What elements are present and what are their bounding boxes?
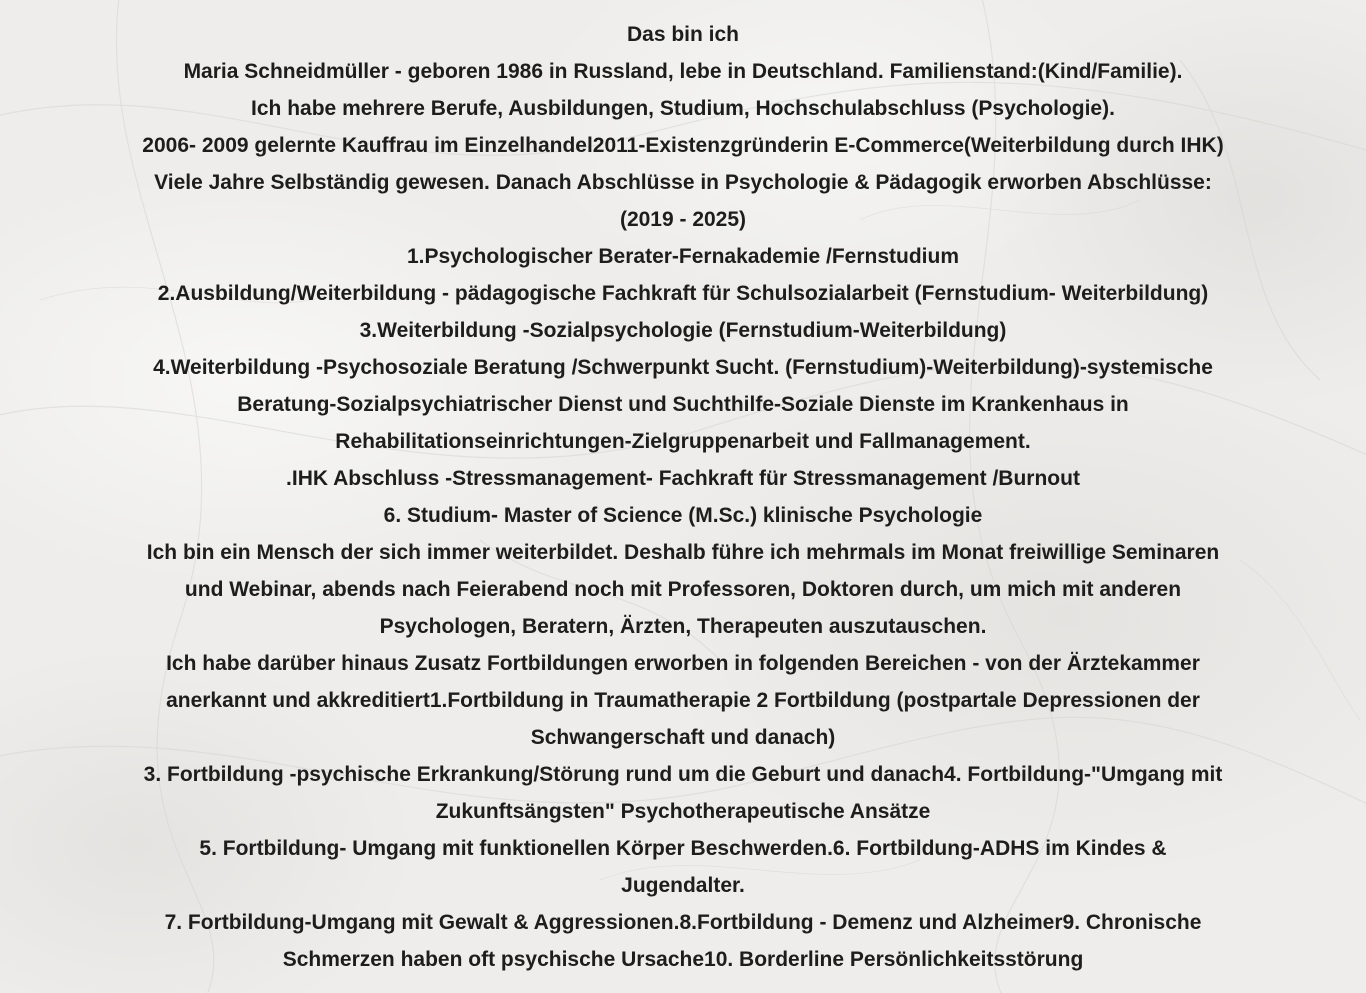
- text-line: 6. Studium- Master of Science (M.Sc.) klinische Psychologie: [383, 504, 983, 527]
- text-line: Zukunftsängsten" Psychotherapeutische Ansätze: [435, 800, 931, 823]
- text-line: Ich bin ein Mensch der sich immer weiterbildet. Deshalb führe ich mehrmals im Monat freiwillige Seminaren: [146, 541, 1220, 564]
- text-line: Schmerzen haben oft psychische Ursache10. Borderline Persönlichkeitsstörung: [282, 948, 1084, 971]
- text-line: 5. Fortbildung- Umgang mit funktionellen Körper Beschwerden.6. Fortbildung-ADHS im Kindes &: [199, 837, 1167, 860]
- text-line: Maria Schneidmüller - geboren 1986 in Russland, lebe in Deutschland. Familienstand:(Kind/Familie).: [183, 60, 1183, 83]
- text-line: Psychologen, Beratern, Ärzten, Therapeuten auszutauschen.: [379, 615, 987, 638]
- profile-text-block: [0, 16, 1366, 978]
- text-line: 2006- 2009 gelernte Kauffrau im Einzelhandel2011-Existenzgründerin E-Commerce(Weiterbildung durch IHK): [142, 134, 1224, 157]
- text-line: und Webinar, abends nach Feierabend noch mit Professoren, Doktoren durch, um mich mit anderen: [184, 578, 1182, 601]
- text-line: Jugendalter.: [621, 874, 745, 897]
- text-line: (2019 - 2025): [619, 208, 747, 231]
- text-line: 3.Weiterbildung -Sozialpsychologie (Fernstudium-Weiterbildung): [359, 319, 1007, 342]
- text-line: Beratung-Sozialpsychiatrischer Dienst und Suchthilfe-Soziale Dienste im Krankenhaus in: [237, 393, 1129, 416]
- heading-line: Das bin ich: [626, 23, 740, 46]
- text-line: anerkannt und akkreditiert1.Fortbildung in Traumatherapie 2 Fortbildung (postpartale Depressionen der: [166, 689, 1200, 712]
- text-line: Rehabilitationseinrichtungen-Zielgruppenarbeit und Fallmanagement.: [335, 430, 1031, 453]
- text-line: 3. Fortbildung -psychische Erkrankung/Störung rund um die Geburt und danach4. Fortbildung-"Umgang mit: [143, 763, 1223, 786]
- text-line: 4.Weiterbildung -Psychosoziale Beratung /Schwerpunkt Sucht. (Fernstudium)-Weiterbildung)-systemische: [153, 356, 1213, 379]
- text-line: .IHK Abschluss -Stressmanagement- Fachkraft für Stressmanagement /Burnout: [286, 467, 1080, 490]
- text-line: Ich habe mehrere Berufe, Ausbildungen, Studium, Hochschulabschluss (Psychologie).: [251, 97, 1115, 120]
- text-line: Viele Jahre Selbständig gewesen. Danach Abschlüsse in Psychologie & Pädagogik erworben Abschlüsse:: [154, 171, 1212, 194]
- text-line: 1.Psychologischer Berater-Fernakademie /Fernstudium: [406, 245, 960, 268]
- text-line: Schwangerschaft und danach): [530, 726, 836, 749]
- text-line: 7. Fortbildung-Umgang mit Gewalt & Aggressionen.8.Fortbildung - Demenz und Alzheimer9. Chronische: [164, 911, 1202, 934]
- text-line: 2.Ausbildung/Weiterbildung - pädagogische Fachkraft für Schulsozialarbeit (Fernstudium- Weiterbildung): [157, 282, 1209, 305]
- text-line: Ich habe darüber hinaus Zusatz Fortbildungen erworben in folgenden Bereichen - von der Ärztekammer: [166, 652, 1200, 675]
